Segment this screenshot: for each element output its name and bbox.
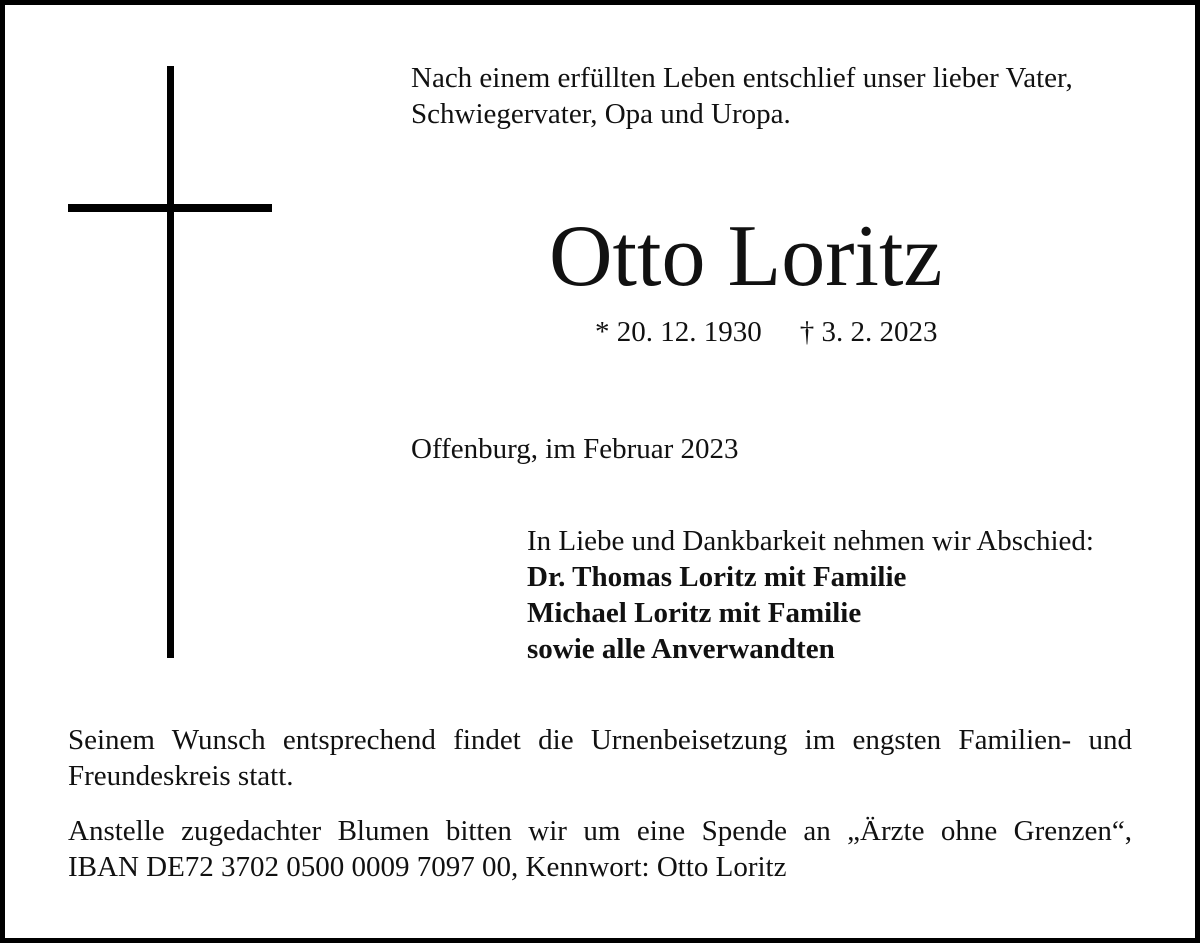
donation-notice-line-1: Anstelle zugedachter Blumen bitten wir um eine Spende an „Ärzte ohne Grenzen“,	[68, 815, 1132, 847]
place-and-date: Offenburg, im Februar 2023	[411, 433, 739, 465]
intro-line-2: Schwiegervater, Opa und Uropa.	[411, 98, 791, 130]
mourners-block	[527, 523, 1094, 667]
cross-icon-horizontal-bar	[68, 204, 272, 212]
mourner-name: Michael Loritz mit Familie	[527, 597, 862, 629]
cross-icon-vertical-bar	[167, 66, 174, 658]
donation-notice	[68, 813, 1132, 885]
burial-notice-line-1: Seinem Wunsch entsprechend findet die Urnenbeisetzung im engsten Familien- und	[68, 724, 1132, 756]
mourners-intro: In Liebe und Dankbarkeit nehmen wir Abschied:	[527, 525, 1094, 557]
death-date: † 3. 2. 2023	[799, 316, 938, 348]
deceased-name: Otto Loritz	[549, 208, 943, 305]
intro-line-1: Nach einem erfüllten Leben entschlief unser lieber Vater,	[411, 62, 1073, 94]
burial-notice-line-2: Freundeskreis statt.	[68, 760, 294, 792]
intro-text	[411, 60, 1073, 132]
donation-notice-line-2: IBAN DE72 3702 0500 0009 7097 00, Kennwort: Otto Loritz	[68, 851, 787, 883]
mourner-name: sowie alle Anverwandten	[527, 633, 835, 665]
mourner-name: Dr. Thomas Loritz mit Familie	[527, 561, 907, 593]
life-dates	[595, 314, 938, 350]
burial-notice	[68, 722, 1132, 794]
birth-date: * 20. 12. 1930	[595, 316, 762, 348]
